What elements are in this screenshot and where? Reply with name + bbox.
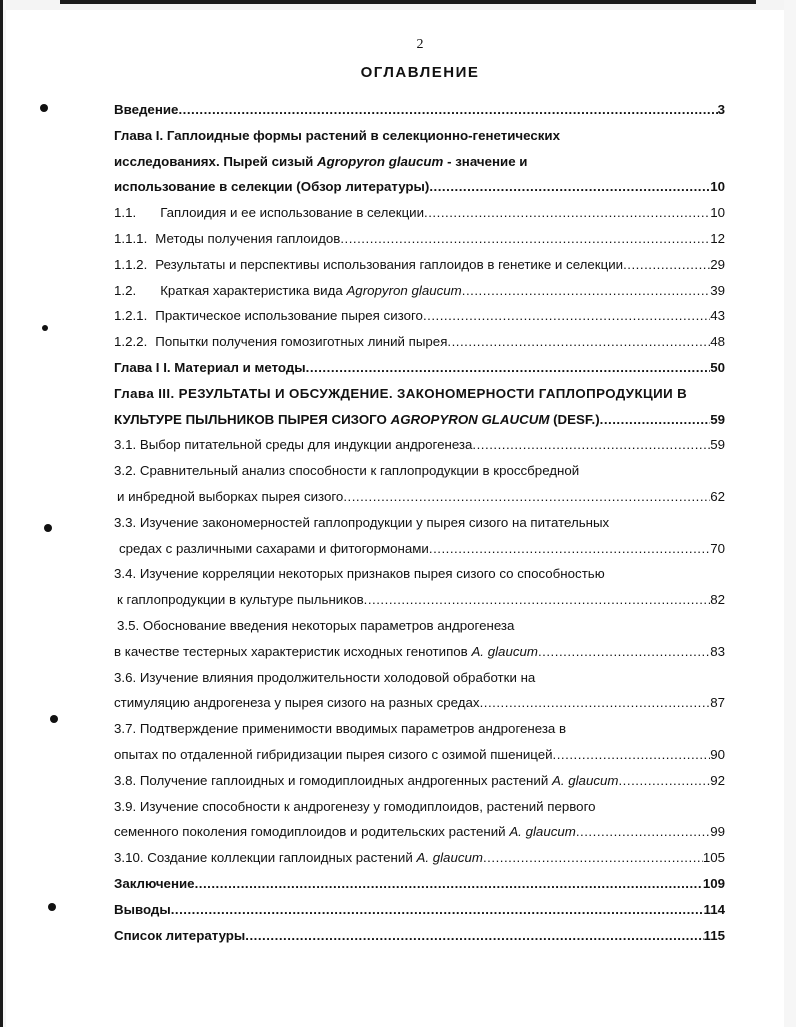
toc-entry-title: Список литературы <box>114 927 246 943</box>
toc-entry-page: 3 <box>717 102 725 117</box>
page-number: 2 <box>416 37 424 52</box>
toc-entry[interactable] <box>114 329 725 355</box>
toc-leader-dots <box>424 200 710 226</box>
toc-entry[interactable] <box>114 432 725 458</box>
toc-entry-page: 39 <box>710 282 725 298</box>
scan-mark <box>50 715 58 723</box>
toc-entry-species: A. glaucum <box>416 850 483 866</box>
toc-leader-dots <box>553 742 711 768</box>
toc-entry[interactable] <box>114 458 725 484</box>
toc-entry-page: 10 <box>710 205 725 221</box>
toc-entry[interactable] <box>114 149 725 175</box>
toc-entry-title: 3.10. Создание коллекции гаплоидных растений A. glaucum <box>114 850 483 866</box>
toc-entry-title: Выводы <box>114 901 171 917</box>
toc-entry[interactable] <box>114 819 725 845</box>
toc-entry[interactable] <box>114 536 725 562</box>
toc-entry-title: 3.5. Обоснование введения некоторых параметров андрогенеза <box>117 617 515 633</box>
toc-entry-page: 109 <box>702 875 725 891</box>
toc-entry-title: 3.2. Сравнительный анализ способности к гаплопродукции в кроссбредной <box>114 463 580 479</box>
toc-entry-species: A. glaucum <box>471 643 538 659</box>
toc-entry-title: Заключение <box>114 875 195 891</box>
toc-entry-species: AGROPYRON GLAUCUM <box>390 411 550 427</box>
toc-leader-dots <box>538 639 710 665</box>
toc-entry-page: 10 <box>710 179 725 195</box>
toc-entry-page: 99 <box>710 824 725 840</box>
toc-entry[interactable] <box>114 897 725 923</box>
toc-leader-dots <box>483 845 703 871</box>
toc-entry[interactable] <box>114 665 725 691</box>
toc-entry-species: Agropyron glaucum <box>346 282 462 298</box>
toc-entry[interactable] <box>114 303 725 329</box>
toc-entry-title: 3.3. Изучение закономерностей гаплопродукции у пырея сизого на питательных <box>114 514 610 530</box>
scan-mark <box>44 524 52 532</box>
toc-entry[interactable] <box>114 613 725 639</box>
toc-entry[interactable] <box>114 226 725 252</box>
scan-right-edge <box>784 0 796 1027</box>
toc-entry-title: Глава I. Гаплоидные формы растений в селекционно-генетических <box>114 127 560 143</box>
toc-entry-title: Глава III. РЕЗУЛЬТАТЫ И ОБСУЖДЕНИЕ. ЗАКОНОМЕРНОСТИ ГАПЛОПРОДУКЦИИ В <box>114 385 688 401</box>
toc-entry[interactable] <box>114 484 725 510</box>
toc-leader-dots <box>306 355 711 381</box>
toc-entry[interactable] <box>114 510 725 536</box>
toc-leader-dots <box>343 484 710 510</box>
toc-leader-dots <box>245 923 703 949</box>
toc-entry-title: 1.1.2. Результаты и перспективы использования гаплоидов в генетике и селекции <box>114 256 624 272</box>
toc-entry-page: 43 <box>710 308 725 324</box>
toc-entry-page: 62 <box>710 488 725 504</box>
toc-entry-title: стимуляцию андрогенеза у пырея сизого на разных средах <box>114 695 480 711</box>
toc-entry-page: 29 <box>710 256 725 272</box>
toc-entry-title: 3.7. Подтверждение применимости вводимых параметров андрогенеза в <box>114 721 567 737</box>
toc-leader-dots <box>462 278 710 304</box>
toc-entry-species: A. glaucum <box>551 772 619 788</box>
toc-entry-title: КУЛЬТУРЕ ПЫЛЬНИКОВ ПЫРЕЯ СИЗОГО AGROPYRON GLAUCUM (DESF.) <box>114 411 600 427</box>
toc-entry-title: опытах по отдаленной гибридизации пырея сизого с озимой пшеницей <box>114 746 553 762</box>
toc-entry[interactable] <box>114 200 725 226</box>
toc-entry[interactable] <box>114 923 725 949</box>
toc-leader-dots <box>429 174 710 200</box>
toc-leader-dots <box>447 329 710 355</box>
scan-mark <box>40 104 48 112</box>
toc-entry-page: 87 <box>710 695 725 711</box>
toc-entry-title: 1.1.1. Методы получения гаплоидов <box>114 230 341 246</box>
toc-leader-dots <box>171 897 704 923</box>
toc-entry-title: 1.1. Гаплоидия и ее использование в селекции <box>114 205 425 221</box>
toc-entry[interactable] <box>114 871 725 897</box>
toc-leader-dots <box>623 252 710 278</box>
table-of-contents <box>114 97 725 948</box>
toc-entry-title: исследованиях. Пырей сизый Agropyron glaucum - значение и <box>114 153 528 169</box>
toc-entry[interactable] <box>114 794 725 820</box>
toc-entry-page: 115 <box>703 927 725 943</box>
toc-entry[interactable] <box>114 716 725 742</box>
toc-leader-dots <box>423 303 710 329</box>
scan-mark <box>42 325 48 331</box>
toc-entry-page: 90 <box>710 746 725 762</box>
toc-entry[interactable] <box>114 252 725 278</box>
toc-leader-dots <box>178 97 717 123</box>
toc-entry[interactable] <box>114 278 725 304</box>
toc-entry-title: семенного поколения гомодиплоидов и родительских растений A. glaucum <box>114 824 576 840</box>
scan-top-edge <box>0 0 796 10</box>
scan-mark <box>48 903 56 911</box>
toc-entry-title: 3.1. Выбор питательной среды для индукции андрогенеза <box>114 437 473 453</box>
scan-left-edge <box>0 0 6 1027</box>
toc-entry-page: 70 <box>710 540 725 556</box>
toc-entry-species: Agropyron glaucum <box>317 153 444 169</box>
toc-entry-page: 105 <box>702 850 725 866</box>
toc-entry-title: и инбредной выборках пырея сизого <box>117 488 344 504</box>
toc-entry-title: 3.9. Изучение способности к андрогенезу у гомодиплоидов, растений первого <box>114 798 596 814</box>
toc-entry[interactable] <box>114 97 725 123</box>
toc-entry-species: A. glaucum <box>509 824 576 840</box>
toc-leader-dots <box>364 587 711 613</box>
toc-leader-dots <box>576 819 710 845</box>
toc-entry[interactable] <box>114 561 725 587</box>
toc-entry-title: 1.2.1. Практическое использование пырея сизого <box>114 308 423 324</box>
scan-top-bar <box>60 0 756 4</box>
toc-entry-title: 3.6. Изучение влияния продолжительности холодовой обработки на <box>114 669 536 685</box>
toc-entry[interactable] <box>114 639 725 665</box>
toc-entry[interactable] <box>114 355 725 381</box>
toc-entry[interactable] <box>114 845 725 871</box>
toc-entry-title: 3.4. Изучение корреляции некоторых признаков пырея сизого со способностью <box>114 566 605 582</box>
toc-entry-page: 82 <box>710 592 725 608</box>
toc-entry-title: Глава I I. Материал и методы <box>114 359 306 375</box>
toc-entry-title: к гаплопродукции в культуре пыльников <box>117 592 364 608</box>
scan-left-line <box>0 0 3 1027</box>
toc-leader-dots <box>429 536 710 562</box>
toc-leader-dots <box>195 871 703 897</box>
toc-leader-dots <box>472 432 710 458</box>
toc-entry[interactable] <box>114 587 725 613</box>
toc-leader-dots <box>340 226 710 252</box>
toc-entry[interactable] <box>114 123 725 149</box>
toc-entry-title: в качестве тестерных характеристик исходных генотипов A. glaucum <box>114 643 538 659</box>
toc-entry-page: 114 <box>703 901 725 917</box>
toc-leader-dots <box>600 407 711 433</box>
toc-entry-title: 1.2. Краткая характеристика вида Agropyron glaucum <box>114 282 462 298</box>
toc-entry-page: 83 <box>710 643 725 659</box>
toc-entry-page: 48 <box>710 334 725 350</box>
toc-entry[interactable] <box>114 768 725 794</box>
toc-entry[interactable] <box>114 174 725 200</box>
toc-entry-title: 3.8. Получение гаплоидных и гомодиплоидных андрогенных растений A. glaucum <box>114 772 619 788</box>
toc-entry-page: 50 <box>710 359 725 375</box>
toc-entry-title: использование в селекции (Обзор литературы) <box>114 179 430 195</box>
toc-entry-page: 92 <box>710 772 725 788</box>
toc-entry[interactable] <box>114 690 725 716</box>
toc-entry[interactable] <box>114 407 725 433</box>
toc-leader-dots <box>480 690 711 716</box>
page-title: ОГЛАВЛЕНИЕ <box>360 64 480 81</box>
toc-entry-title: Введение <box>114 102 179 117</box>
toc-entry-title: средах с различными сахарами и фитогормонами <box>119 540 429 556</box>
toc-entry-page: 12 <box>710 230 725 246</box>
toc-entry-title: 1.2.2. Попытки получения гомозиготных линий пырея <box>114 334 448 350</box>
toc-entry[interactable] <box>114 381 725 407</box>
toc-entry-page: 59 <box>710 437 725 453</box>
toc-entry-page: 59 <box>710 411 725 427</box>
toc-entry[interactable] <box>114 742 725 768</box>
toc-leader-dots <box>618 768 710 794</box>
